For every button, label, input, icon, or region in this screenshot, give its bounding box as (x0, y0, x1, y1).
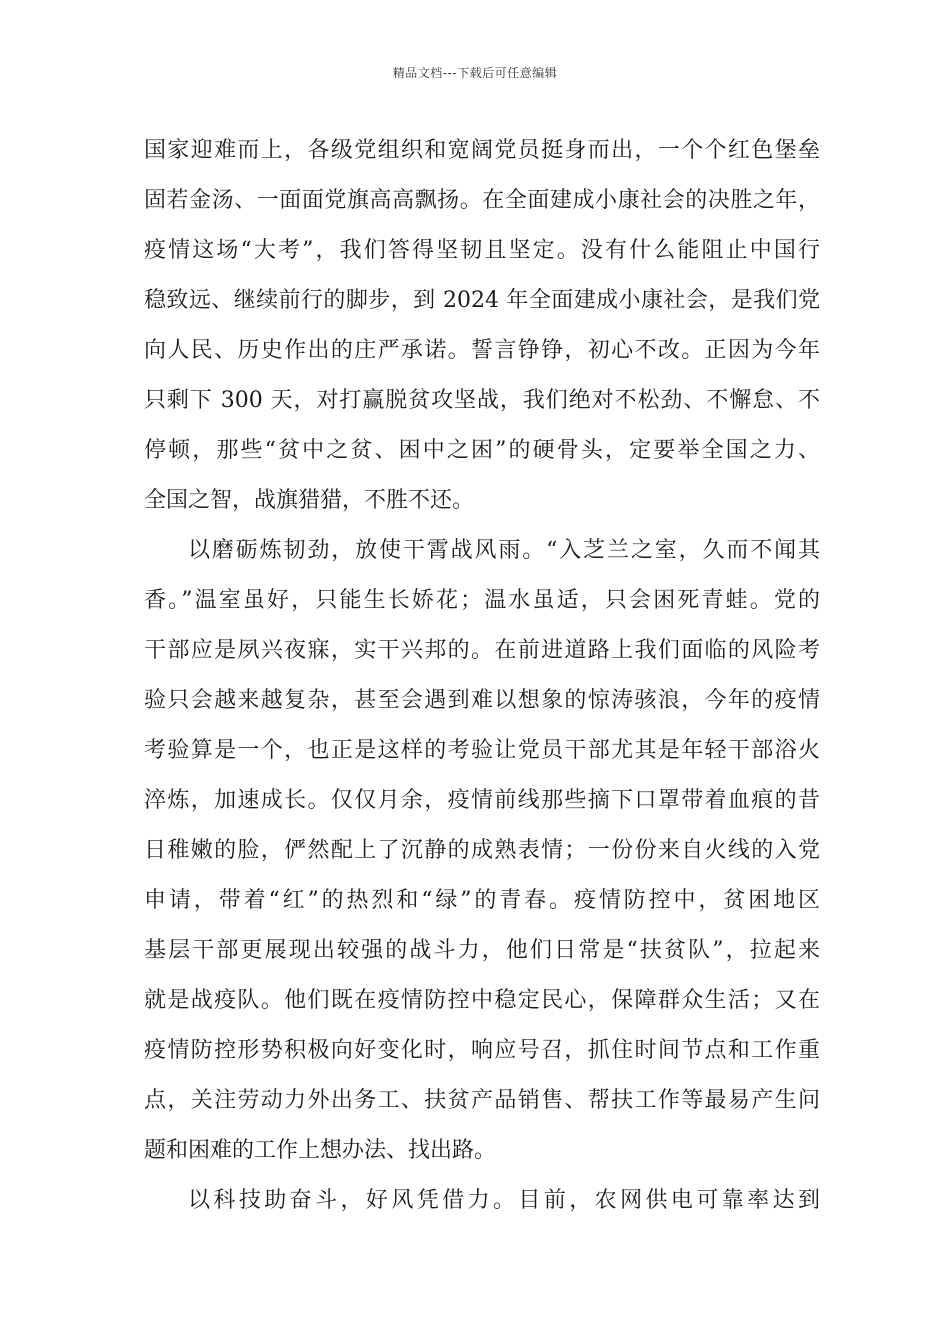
page-header: 精品文档---下载后可任意编辑 (392, 66, 558, 80)
text-line: 干部应是夙兴夜寐，实干兴邦的。在前进道路上我们面临的风险考 (144, 638, 820, 663)
text-line: 固若金汤、一面面党旗高高飘扬。在全面建成小康社会的决胜之年， (144, 188, 820, 213)
text-line: 全国之智，战旗猎猎，不胜不还。 (144, 488, 475, 513)
text-line: 疫情防控形势积极向好变化时，响应号召，抓住时间节点和工作重 (144, 1038, 820, 1063)
text-line: 停顿，那些“贫中之贫、困中之困”的硬骨头，定要举全国之力、 (144, 438, 820, 463)
paragraph-first-line: 以磨砺炼韧劲，放使干霄战风雨。“入芝兰之室，久而不闻其 (188, 538, 820, 563)
text-line: 基层干部更展现出较强的战斗力，他们日常是“扶贫队”，拉起来 (144, 938, 820, 963)
text-line: 只剩下 300 天，对打赢脱贫攻坚战，我们绝对不松劲、不懈怠、不 (144, 388, 820, 413)
text-line: 申请，带着“红”的热烈和“绿”的青春。疫情防控中，贫困地区 (144, 888, 820, 913)
text-line: 验只会越来越复杂，甚至会遇到难以想象的惊涛骇浪，今年的疫情 (144, 688, 820, 713)
text-line: 日稚嫩的脸，俨然配上了沉静的成熟表情；一份份来自火线的入党 (144, 838, 820, 863)
text-line: 考验算是一个，也正是这样的考验让党员干部尤其是年轻干部浴火 (144, 738, 820, 763)
text-line: 国家迎难而上，各级党组织和宽阔党员挺身而出，一个个红色堡垒 (144, 138, 820, 163)
paragraph-first-line: 以科技助奋斗，好风凭借力。目前，农网供电可靠率达到 (188, 1188, 820, 1213)
text-line: 淬炼，加速成长。仅仅月余，疫情前线那些摘下口罩带着血痕的昔 (144, 788, 820, 813)
text-line: 就是战疫队。他们既在疫情防控中稳定民心，保障群众生活；又在 (144, 988, 820, 1013)
text-line: 香。”温室虽好，只能生长娇花；温水虽适，只会困死青蛙。党的 (144, 588, 820, 613)
text-line: 点，关注劳动力外出务工、扶贫产品销售、帮扶工作等最易产生问 (144, 1088, 820, 1113)
text-line: 稳致远、继续前行的脚步，到 2024 年全面建成小康社会，是我们党 (144, 288, 820, 313)
text-line: 向人民、历史作出的庄严承诺。誓言铮铮，初心不改。正因为今年 (144, 338, 820, 363)
text-line: 题和困难的工作上想办法、找出路。 (144, 1138, 497, 1163)
text-line: 疫情这场“大考”，我们答得坚韧且坚定。没有什么能阻止中国行 (144, 238, 820, 263)
document-body (144, 126, 820, 1226)
